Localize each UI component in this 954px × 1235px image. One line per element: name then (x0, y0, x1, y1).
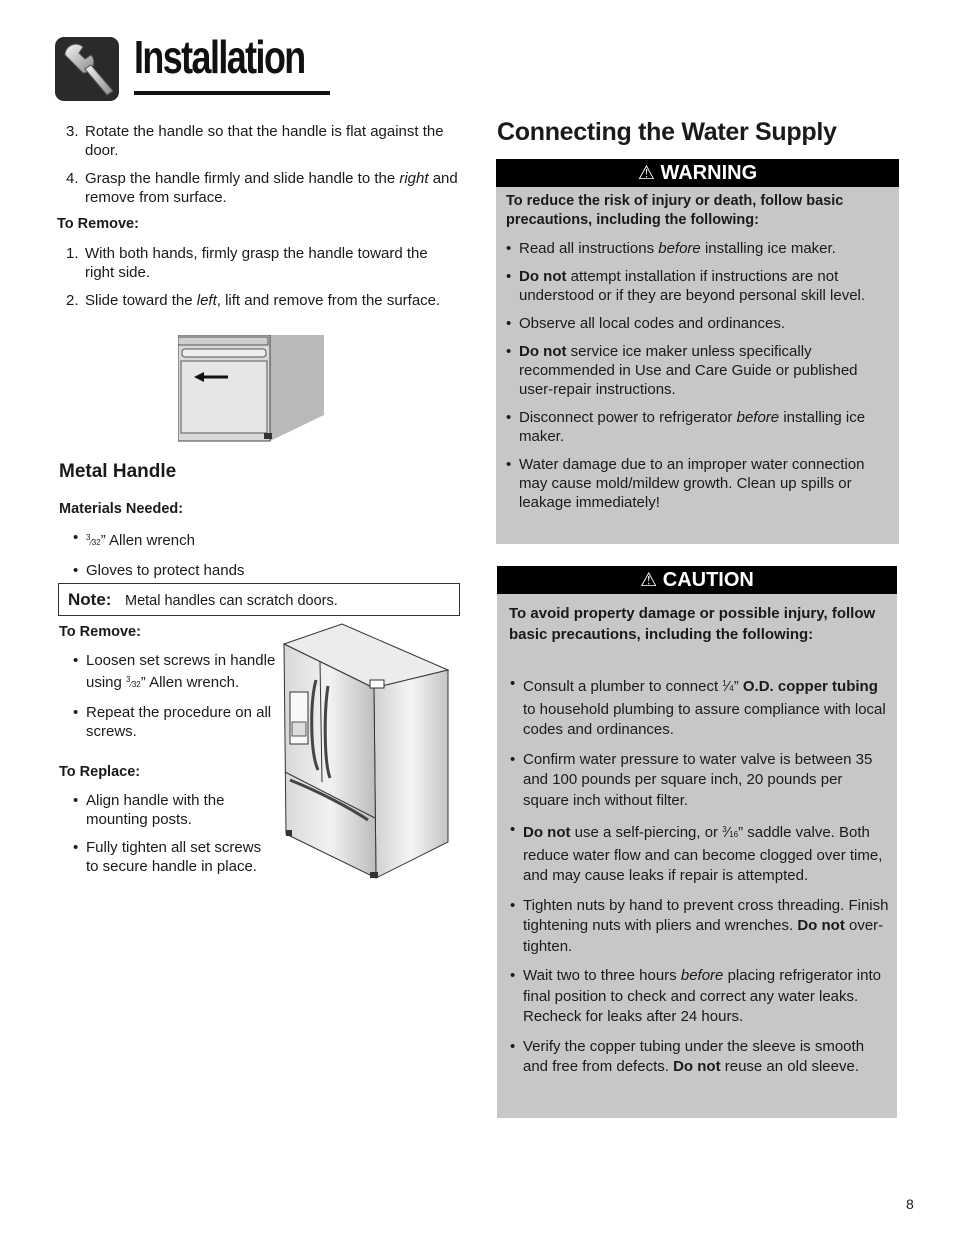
list-item: • Confirm water pressure to water valve is between 35 and 100 pounds per square inch, 20 pounds per square inch without filter. (510, 750, 873, 809)
text-run: , lift and remove from the surface. (216, 292, 441, 309)
list-item: • $^3$⁄32” Allen wrench (73, 529, 195, 549)
text-run: placing refrigerator into final position to check and correct any water leaks. Recheck for leaks after 24 hours. (523, 967, 881, 1025)
caution-box (497, 566, 897, 1118)
caution-triangle-icon: ⚠ (640, 570, 658, 591)
text-run: right (399, 170, 429, 187)
list-item (66, 169, 460, 207)
list-number: 1. (66, 245, 79, 262)
text-run: With both hands, firmly grasp the handle toward the right side. (85, 245, 428, 281)
warning-header: ⚠ WARNING (496, 159, 899, 187)
remove-steps (66, 244, 445, 319)
text-run: installing ice maker. (519, 409, 866, 445)
text-run: Water damage due to an improper water connection may cause mold/mildew growth. Clean up spills or leakage immediately! (519, 456, 865, 511)
text-run: O.D. copper tubing (742, 678, 878, 695)
list-item (66, 122, 460, 160)
warning-triangle-icon: ⚠ (637, 163, 655, 184)
text-run: 16 (729, 830, 739, 839)
text-run: Do not (523, 824, 571, 841)
list-item: • Do not attempt installation if instructions are not understood or if they are beyond personal skill level. (506, 268, 866, 304)
materials-list (73, 528, 386, 580)
list-item-text: Fully tighten all set screws to secure handle in place. (86, 839, 262, 875)
to-remove-label: To Remove: (57, 216, 139, 232)
note-text: Metal handles can scratch doors. (125, 593, 338, 609)
list-item: • Align handle with the mounting posts. (73, 792, 225, 828)
list-item: • Water damage due to an improper water connection may cause mold/mildew growth. Clean up spills or leakage immediately! (506, 456, 865, 511)
text-run: Verify the copper tubing under the sleeve is smooth and free from defects. (523, 1037, 865, 1075)
list-item: • Do not use a self-piercing, or $^3$⁄16” saddle valve. Both reduce water flow and can become clogged over time, and may cause leaks if repair is attempted. (510, 821, 883, 884)
list-item: • Tighten nuts by hand to prevent cross threading. Finish tightening nuts with pliers and wrenches. Do not over-tighten. (510, 896, 889, 955)
list-item: • Disconnect power to refrigerator before installing ice maker. (506, 409, 866, 445)
text-run: Do not (797, 917, 845, 934)
caution-list (510, 674, 891, 1087)
text-run: and remove from surface. (85, 170, 458, 206)
text-run: use a self-piercing, or (570, 824, 723, 841)
drawer-illustration (178, 335, 328, 445)
text-run: Wait two to three hours (523, 967, 681, 984)
text-run: before (680, 967, 724, 984)
title-underline (134, 91, 330, 95)
list-item-text: Align handle with the mounting posts. (86, 792, 225, 828)
text-run: Slide toward the (85, 292, 197, 309)
to-remove-label-2: To Remove: (59, 624, 141, 640)
to-replace-label: To Replace: (59, 764, 141, 780)
caution-header: ⚠ CAUTION (497, 566, 897, 594)
caution-intro: To avoid property damage or possible injury, follow basic precautions, including the following: (509, 605, 876, 643)
text-run: to household plumbing to assure compliance with local codes and ordinances. (523, 700, 886, 738)
text-run: 1 (722, 679, 727, 688)
text-run: Tighten nuts by hand to prevent cross threading. Finish tightening nuts with pliers and wrenches. (523, 896, 889, 934)
install-steps (66, 122, 460, 216)
text-run: reuse an old sleeve. (720, 1058, 859, 1075)
note-box (58, 583, 460, 616)
text-run: attempt installation if instructions are not understood or if they are beyond personal skill level. (519, 268, 866, 304)
materials-label: Materials Needed: (59, 501, 184, 517)
list-item (66, 291, 445, 310)
text-run: Do not (673, 1058, 721, 1075)
warning-intro: To reduce the risk of injury or death, follow basic precautions, including the following: (506, 193, 844, 228)
text-run: Confirm water pressure to water valve is between 35 and 100 pounds per square inch, 20 pounds per square inch without filter. (523, 750, 873, 809)
header-icon-box (55, 37, 119, 101)
refrigerator-illustration (280, 622, 452, 882)
text-run: 4 (729, 684, 734, 693)
text-run: Read all instructions (519, 240, 659, 257)
text-run: installing ice maker. (700, 240, 836, 257)
list-item: • Fully tighten all set screws to secure handle in place. (73, 839, 262, 875)
metal-handle-title: Metal Handle (59, 461, 177, 482)
text-run: Grasp the handle firmly and slide handle to the (85, 170, 400, 187)
warning-box (496, 159, 899, 544)
text-run: 3 (722, 825, 727, 834)
page-title: Installation (134, 31, 305, 83)
list-item: • Consult a plumber to connect $^1$⁄4” O.D. copper tubing to household plumbing to assure compliance with local codes and ordinances. (510, 675, 886, 738)
text-run: before (736, 409, 780, 426)
text-run: ⁄ (726, 678, 730, 695)
list-item: • Observe all local codes and ordinances. (506, 315, 785, 332)
list-item: • Gloves to protect hands (73, 562, 245, 579)
list-item: • Verify the copper tubing under the sleeve is smooth and free from defects. Do not reuse an old sleeve. (510, 1037, 865, 1075)
section-title: Connecting the Water Supply (497, 118, 837, 146)
text-run: Do not (519, 343, 567, 360)
text-run: Consult a plumber to connect (523, 678, 723, 695)
list-item: • Loosen set screws in handle using $^3$⁄32” Allen wrench. (73, 652, 276, 691)
list-number: 4. (66, 170, 79, 187)
note-label: Note: (68, 590, 112, 609)
text-run: ” (733, 678, 743, 695)
list-item: • Wait two to three hours before placing refrigerator into final position to check and correct any water leaks. Recheck for leaks after 24 hours. (510, 967, 881, 1025)
text-run: Rotate the handle so that the handle is flat against the door. (85, 123, 444, 159)
wrench-icon (55, 37, 119, 101)
list-number: 3. (66, 123, 79, 140)
text-run: over-tighten. (523, 917, 884, 955)
text-run: before (658, 240, 701, 257)
list-item: • Repeat the procedure on all screws. (73, 704, 272, 740)
list-item (66, 244, 445, 282)
text-run: service ice maker unless specifically recommended in Use and Care Guide or published user-repair instructions. (519, 343, 858, 398)
list-number: 2. (66, 292, 79, 309)
metal-remove-list (73, 651, 276, 741)
text-run: ⁄ (726, 824, 730, 841)
text-run: ” saddle valve. Both reduce water flow and can become clogged over time, and may cause leaks if repair is attempted. (523, 824, 883, 884)
text-run: Disconnect power to refrigerator (519, 409, 737, 426)
text-run: Do not (519, 268, 567, 285)
text-run: left (196, 292, 217, 309)
page-number: 8 (906, 1196, 914, 1212)
list-item: • Read all instructions before installing ice maker. (506, 240, 836, 257)
list-item: • Do not service ice maker unless specifically recommended in Use and Care Guide or published user-repair instructions. (506, 343, 858, 398)
text-run: Observe all local codes and ordinances. (519, 315, 785, 332)
replace-list (73, 791, 271, 885)
warning-list (506, 239, 891, 521)
